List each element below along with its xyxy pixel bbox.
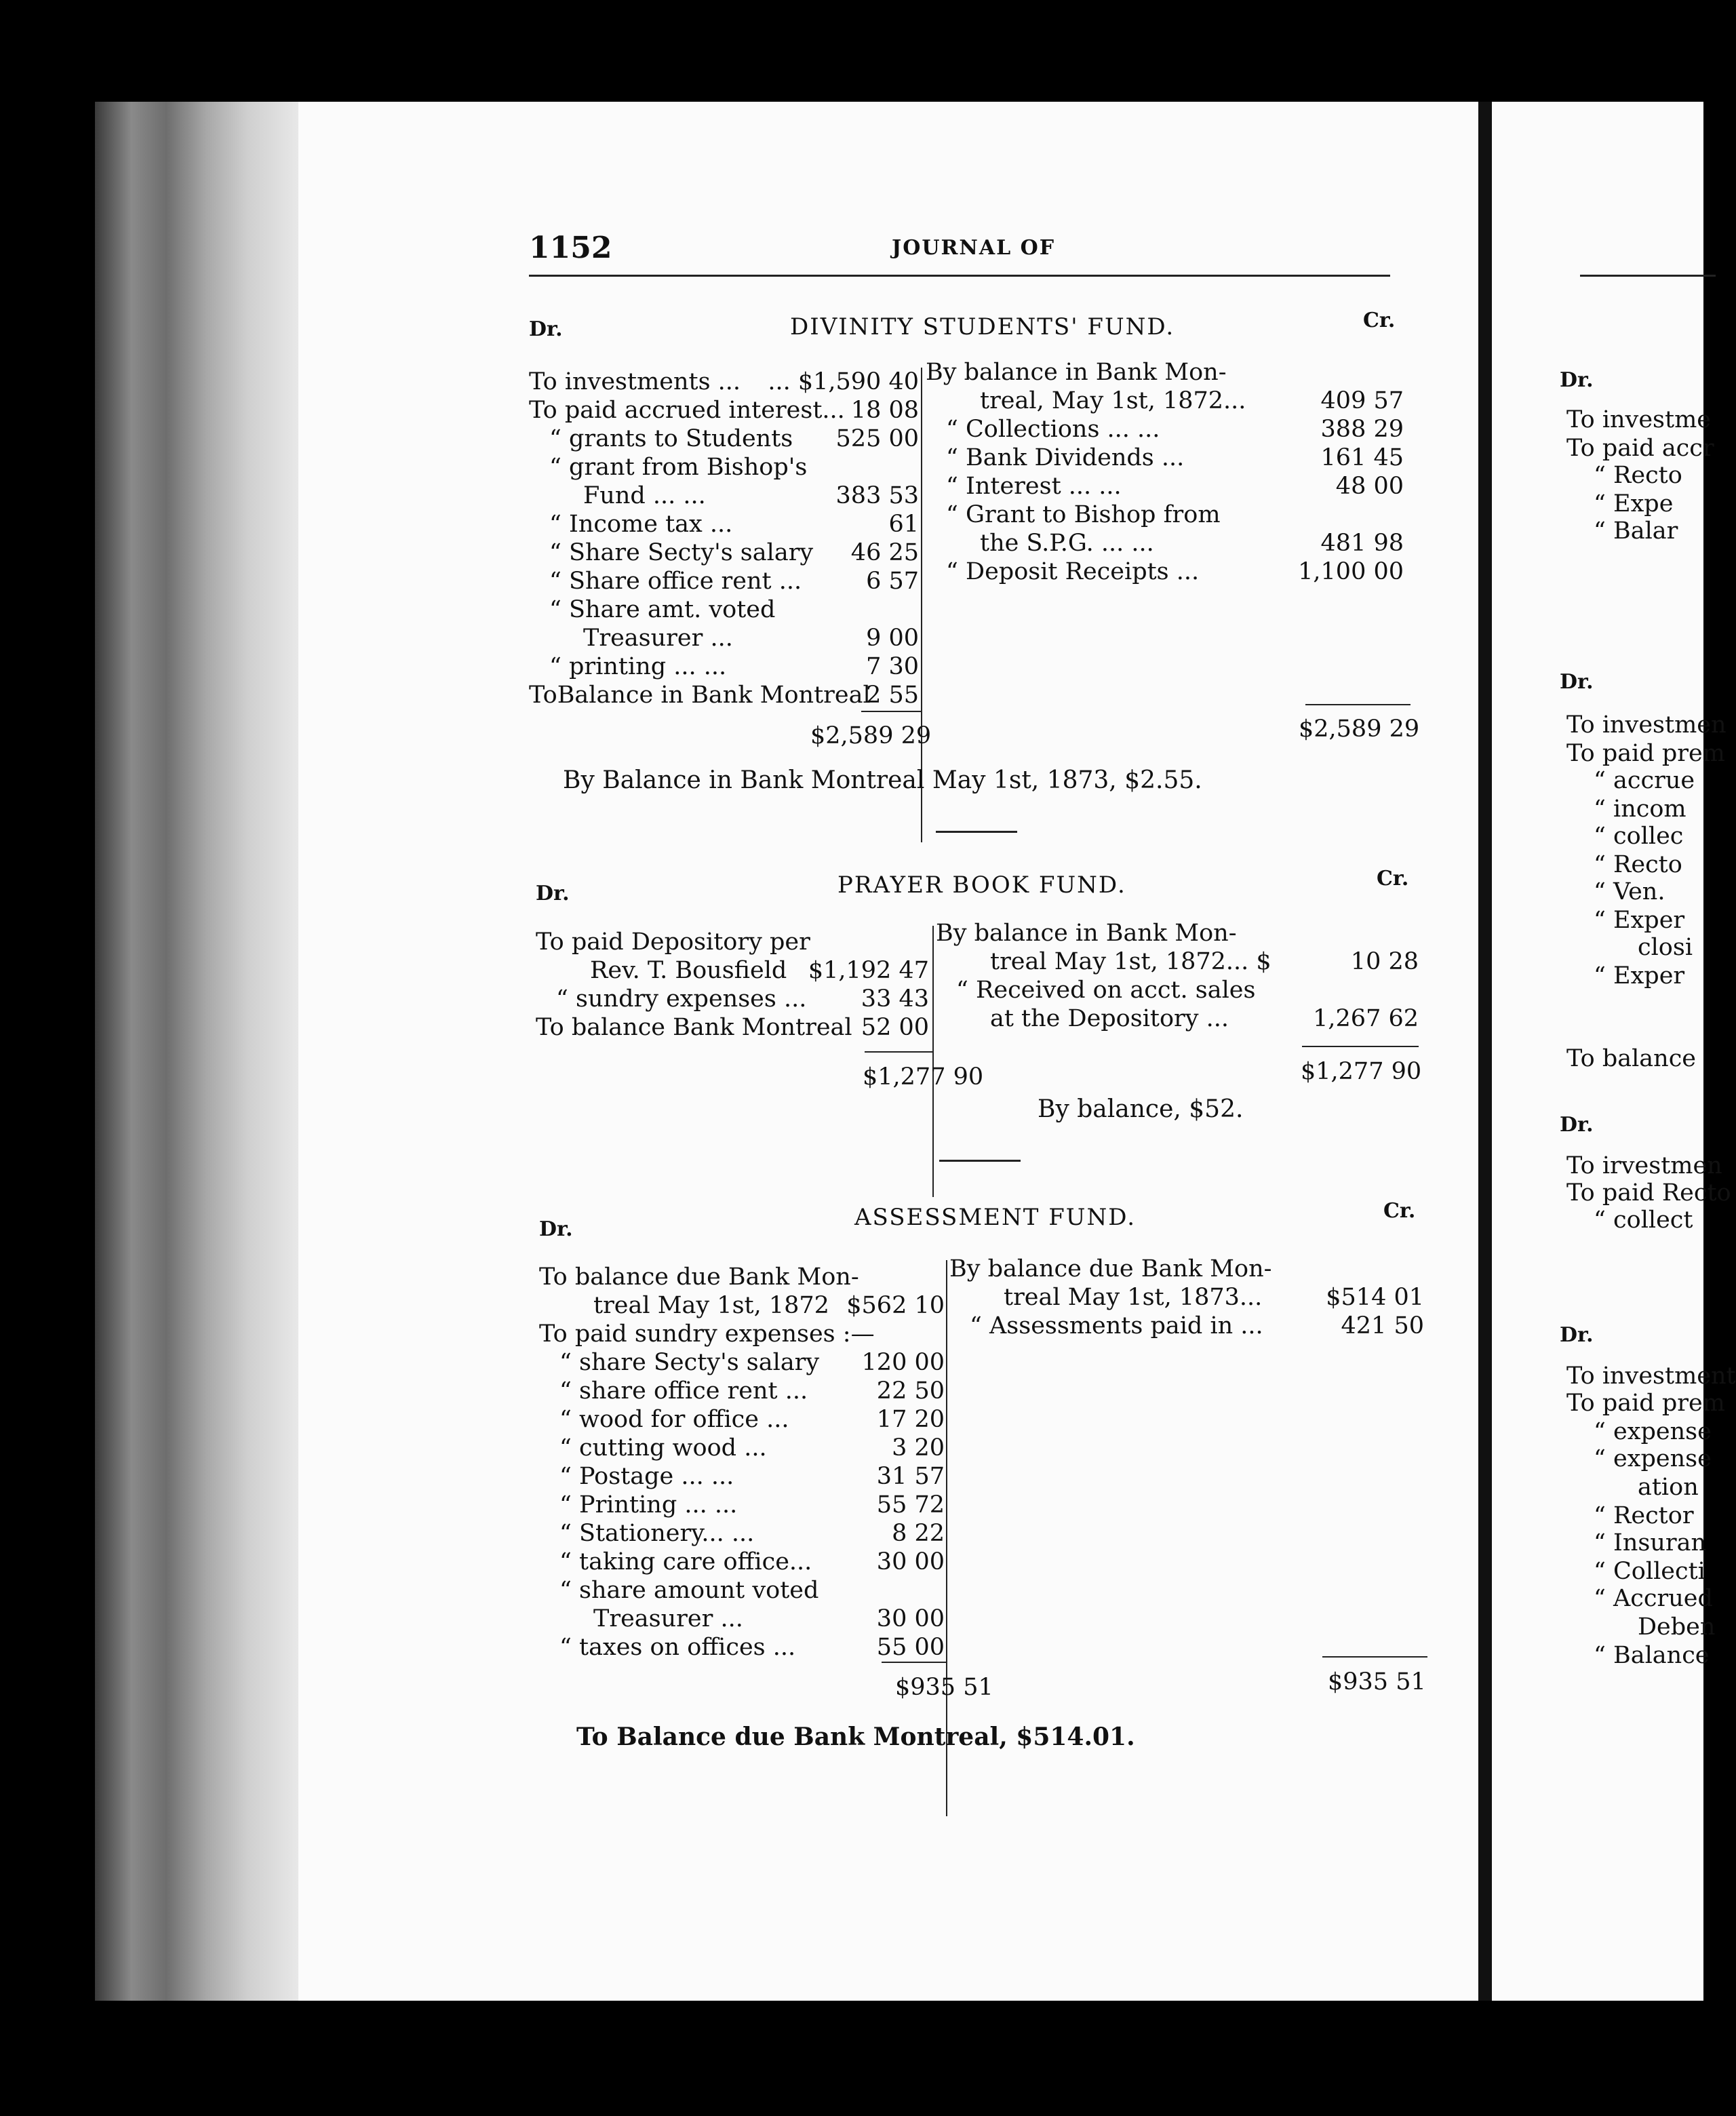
entry-amount: 55 00 xyxy=(876,1634,945,1661)
entry-label: “ Received on acct. sales xyxy=(956,977,1256,1004)
entry-label: “ share Secty's salary xyxy=(559,1349,820,1376)
ledger-row xyxy=(529,396,919,425)
ledger-row xyxy=(539,1462,945,1491)
credit-column xyxy=(949,1255,1424,1340)
ledger-row xyxy=(529,652,919,681)
ledger-row xyxy=(529,425,919,453)
entry-label: the S.P.G. ... ... xyxy=(980,530,1154,557)
entry-amount: 8 22 xyxy=(892,1520,945,1547)
right-page-fragment: Dr. xyxy=(1560,368,1594,392)
right-page-fragment: To paid prem xyxy=(1566,1390,1725,1417)
right-page-fragment: “ accrue xyxy=(1594,767,1695,794)
sum-rule xyxy=(861,711,921,712)
ledger-row xyxy=(529,510,919,538)
right-page-fragment: “ Balar xyxy=(1594,517,1678,545)
ledger-row xyxy=(926,501,1404,529)
entry-label: “ Share amt. voted xyxy=(549,596,776,623)
separator-rule xyxy=(936,831,1017,833)
header-rule xyxy=(529,275,1390,277)
entry-label: treal May 1st, 1873... xyxy=(1004,1284,1263,1311)
entry-amount: 55 72 xyxy=(876,1491,945,1519)
ledger-row xyxy=(539,1348,945,1377)
separator-rule xyxy=(939,1160,1021,1162)
ledger-row xyxy=(936,947,1419,976)
entry-amount: 22 50 xyxy=(876,1377,945,1405)
entry-label: “ Postage ... ... xyxy=(559,1463,734,1490)
ledger-row xyxy=(949,1312,1424,1340)
right-page-fragment: Deben xyxy=(1638,1613,1716,1641)
entry-amount: 525 00 xyxy=(835,425,919,452)
debit-total: $935 51 xyxy=(895,1674,993,1701)
fund-title: DIVINITY STUDENTS' FUND. xyxy=(790,313,1175,340)
ledger-row xyxy=(539,1291,945,1320)
sum-rule xyxy=(882,1662,946,1663)
ledger-row xyxy=(529,681,919,709)
ledger-row xyxy=(529,624,919,652)
right-page-fragment: To investment xyxy=(1566,1363,1736,1390)
debit-column xyxy=(536,928,929,1042)
entry-amount: 10 28 xyxy=(1350,948,1419,975)
entry-label: To paid accrued interest... xyxy=(529,397,845,424)
entry-amount: 6 57 xyxy=(866,568,919,595)
sum-rule xyxy=(1305,704,1410,705)
right-page-fragment: “ Rector xyxy=(1594,1502,1694,1529)
right-page-fragment: To investme xyxy=(1566,406,1711,433)
debit-column xyxy=(539,1263,945,1662)
debit-column xyxy=(529,368,919,709)
ledger-row xyxy=(539,1605,945,1633)
entry-label: “ Interest ... ... xyxy=(946,473,1122,500)
book-fore-edge xyxy=(95,102,298,2001)
entry-amount: $1,192 47 xyxy=(808,957,929,984)
ledger-row xyxy=(539,1548,945,1576)
cr-label: Cr. xyxy=(1383,1199,1416,1223)
right-page-fragment: “ Collecti xyxy=(1594,1558,1705,1585)
entry-amount: 30 00 xyxy=(876,1605,945,1632)
credit-total: $935 51 xyxy=(1328,1668,1426,1696)
right-page-fragment: To paid accr xyxy=(1566,435,1714,462)
entry-amount: 409 57 xyxy=(1320,387,1404,414)
entry-label: “ Stationery... ... xyxy=(559,1520,755,1547)
right-page-fragment: To paid prem xyxy=(1566,740,1725,767)
ledger-row xyxy=(539,1377,945,1405)
entry-amount: 421 50 xyxy=(1341,1312,1424,1339)
entry-label: “ printing ... ... xyxy=(549,653,727,680)
entry-label: “ Share Secty's salary xyxy=(549,539,814,566)
entry-label: treal May 1st, 1872... $ xyxy=(990,948,1271,975)
entry-label: “ share amount voted xyxy=(559,1577,819,1604)
ledger-row xyxy=(926,358,1404,387)
entry-amount: 48 00 xyxy=(1335,473,1404,500)
sum-rule xyxy=(1322,1656,1427,1658)
dr-label: Dr. xyxy=(529,317,563,341)
column-divider xyxy=(932,926,934,1197)
ledger-row xyxy=(529,595,919,624)
right-page-fragment: To balance xyxy=(1566,1045,1697,1072)
entry-label: Rev. T. Bousfield xyxy=(590,957,787,984)
credit-column xyxy=(936,919,1419,1033)
ledger-row xyxy=(536,1013,929,1042)
ledger-row xyxy=(529,538,919,567)
entry-amount: 31 57 xyxy=(876,1463,945,1490)
entry-label: By balance in Bank Mon- xyxy=(926,359,1227,386)
entry-label: To investments ... xyxy=(529,368,741,395)
entry-label: “ Grant to Bishop from xyxy=(946,501,1221,528)
running-head: JOURNAL OF xyxy=(892,236,1056,260)
right-page-fragment: “ Balance xyxy=(1594,1642,1710,1669)
cr-label: Cr. xyxy=(1377,867,1409,890)
ledger-row xyxy=(529,567,919,595)
entry-label: “ sundry expenses ... xyxy=(556,985,807,1013)
entry-label: ToBalance in Bank Montreal xyxy=(529,682,871,709)
ledger-row xyxy=(926,472,1404,501)
right-page-fragment: “ collect xyxy=(1594,1207,1693,1234)
ledger-row xyxy=(936,976,1419,1004)
book-gutter xyxy=(1478,102,1493,2001)
header-rule xyxy=(1580,275,1716,277)
ledger-row xyxy=(539,1320,945,1348)
left-page xyxy=(298,102,1478,2001)
entry-label: To balance due Bank Mon- xyxy=(539,1263,859,1291)
ledger-row xyxy=(536,956,929,985)
sum-rule xyxy=(1302,1046,1419,1047)
entry-amount: 33 43 xyxy=(861,985,929,1013)
sum-rule xyxy=(865,1051,932,1053)
credit-total: $1,277 90 xyxy=(1301,1058,1422,1085)
entry-amount: 120 00 xyxy=(861,1349,945,1376)
entry-label: “ Collections ... ... xyxy=(946,416,1160,443)
entry-amount: 388 29 xyxy=(1320,416,1404,443)
entry-label: To balance Bank Montreal xyxy=(536,1014,852,1041)
right-page-fragment: “ Exper xyxy=(1594,907,1685,934)
ledger-row xyxy=(926,529,1404,557)
right-page-fragment: Dr. xyxy=(1560,670,1594,694)
ledger-row xyxy=(529,368,919,396)
right-page-fragment: ation xyxy=(1638,1474,1699,1501)
debit-total: $2,589 29 xyxy=(810,722,932,749)
entry-amount: $562 10 xyxy=(846,1292,945,1319)
ledger-row xyxy=(539,1576,945,1605)
right-page-fragment: “ Accrued xyxy=(1594,1585,1713,1612)
ledger-row xyxy=(949,1255,1424,1283)
entry-amount: 481 98 xyxy=(1320,530,1404,557)
right-page-fragment: “ collec xyxy=(1594,823,1684,850)
entry-label: “ Deposit Receipts ... xyxy=(946,558,1200,585)
entry-amount: 52 00 xyxy=(861,1014,929,1041)
ledger-row xyxy=(539,1434,945,1462)
dr-label: Dr. xyxy=(539,1217,573,1241)
entry-amount: 383 53 xyxy=(835,482,919,509)
entry-amount: $514 01 xyxy=(1326,1284,1424,1311)
cr-label: Cr. xyxy=(1363,309,1396,332)
entry-label: at the Depository ... xyxy=(990,1005,1229,1032)
entry-amount: 30 00 xyxy=(876,1548,945,1575)
entry-label: “ share office rent ... xyxy=(559,1377,808,1405)
entry-amount: 7 30 xyxy=(866,653,919,680)
ledger-row xyxy=(936,1004,1419,1033)
fund-note: By balance, $52. xyxy=(1038,1095,1244,1123)
ledger-row xyxy=(926,557,1404,586)
entry-label: “ Printing ... ... xyxy=(559,1491,738,1519)
ledger-row xyxy=(536,928,929,956)
right-page-fragment: “ Expe xyxy=(1594,490,1674,517)
ledger-row xyxy=(539,1633,945,1662)
right-page-fragment: To paid Recto xyxy=(1566,1179,1731,1207)
credit-column xyxy=(926,358,1404,586)
debit-total: $1,277 90 xyxy=(863,1063,984,1091)
right-page xyxy=(1492,102,1736,2001)
entry-label: Fund ... ... xyxy=(583,482,706,509)
credit-total: $2,589 29 xyxy=(1299,716,1420,743)
entry-label: “ grants to Students xyxy=(549,425,793,452)
entry-label: treal, May 1st, 1872... xyxy=(980,387,1246,414)
ledger-row xyxy=(926,415,1404,444)
entry-label: “ taxes on offices ... xyxy=(559,1634,796,1661)
ledger-row xyxy=(936,919,1419,947)
ledger-row xyxy=(539,1263,945,1291)
entry-amount: 9 00 xyxy=(866,625,919,652)
entry-label: “ wood for office ... xyxy=(559,1406,789,1433)
ledger-row xyxy=(529,482,919,510)
right-page-fragment: closi xyxy=(1638,934,1693,961)
entry-label: Treasurer ... xyxy=(583,625,733,652)
ledger-row xyxy=(536,985,929,1013)
right-page-fragment: “ Recto xyxy=(1594,462,1682,489)
entry-amount: 17 20 xyxy=(876,1406,945,1433)
entry-amount: 1,267 62 xyxy=(1313,1005,1419,1032)
entry-amount: 18 08 xyxy=(850,397,919,424)
ledger-row xyxy=(926,444,1404,472)
right-page-fragment: To investmen xyxy=(1566,711,1727,739)
entry-amount: 46 25 xyxy=(850,539,919,566)
fund-note: To Balance due Bank Montreal, $514.01. xyxy=(576,1723,1135,1751)
fund-title: ASSESSMENT FUND. xyxy=(854,1204,1137,1231)
entry-amount: 61 xyxy=(888,511,919,538)
ledger-row xyxy=(529,453,919,482)
right-page-fragment: Dr. xyxy=(1560,1113,1594,1137)
right-page-fragment: “ expense xyxy=(1594,1418,1712,1445)
ledger-row xyxy=(539,1519,945,1548)
right-page-fragment: “ Insuran xyxy=(1594,1529,1707,1556)
entry-amount: 2 55 xyxy=(866,682,919,709)
fund-note: By Balance in Bank Montreal May 1st, 1873, $2.55. xyxy=(563,766,1202,794)
right-page-fragment: “ Ven. xyxy=(1594,878,1665,905)
right-page-fragment: “ expense xyxy=(1594,1445,1712,1472)
entry-label: treal May 1st, 1872 xyxy=(593,1292,829,1319)
page-number: 1152 xyxy=(529,231,612,265)
entry-label: “ cutting wood ... xyxy=(559,1434,767,1462)
ledger-row xyxy=(926,387,1404,415)
ledger-row xyxy=(539,1405,945,1434)
entry-label: “ Income tax ... xyxy=(549,511,733,538)
right-page-fragment: “ Exper xyxy=(1594,962,1685,990)
entry-label: “ Bank Dividends ... xyxy=(946,444,1185,471)
entry-label: To paid Depository per xyxy=(536,928,810,956)
entry-amount: 1,100 00 xyxy=(1298,558,1404,585)
dr-label: Dr. xyxy=(536,882,570,905)
right-page-fragment: Dr. xyxy=(1560,1323,1594,1347)
ledger-row xyxy=(539,1491,945,1519)
entry-amount: 161 45 xyxy=(1320,444,1404,471)
entry-label: By balance in Bank Mon- xyxy=(936,920,1237,947)
entry-amount: ... $1,590 40 xyxy=(768,368,919,395)
entry-label: “ Share office rent ... xyxy=(549,568,802,595)
ledger-row xyxy=(949,1283,1424,1312)
entry-label: To paid sundry expenses :— xyxy=(539,1320,875,1348)
right-page-fragment: To irvestmen xyxy=(1566,1152,1722,1179)
fund-title: PRAYER BOOK FUND. xyxy=(837,871,1126,899)
entry-label: “ grant from Bishop's xyxy=(549,454,808,481)
right-page-fragment: “ incom xyxy=(1594,796,1686,823)
entry-label: By balance due Bank Mon- xyxy=(949,1255,1272,1282)
entry-label: “ Assessments paid in ... xyxy=(970,1312,1263,1339)
entry-label: Treasurer ... xyxy=(593,1605,743,1632)
entry-label: “ taking care office... xyxy=(559,1548,812,1575)
entry-amount: 3 20 xyxy=(892,1434,945,1462)
right-page-fragment: “ Recto xyxy=(1594,851,1682,878)
